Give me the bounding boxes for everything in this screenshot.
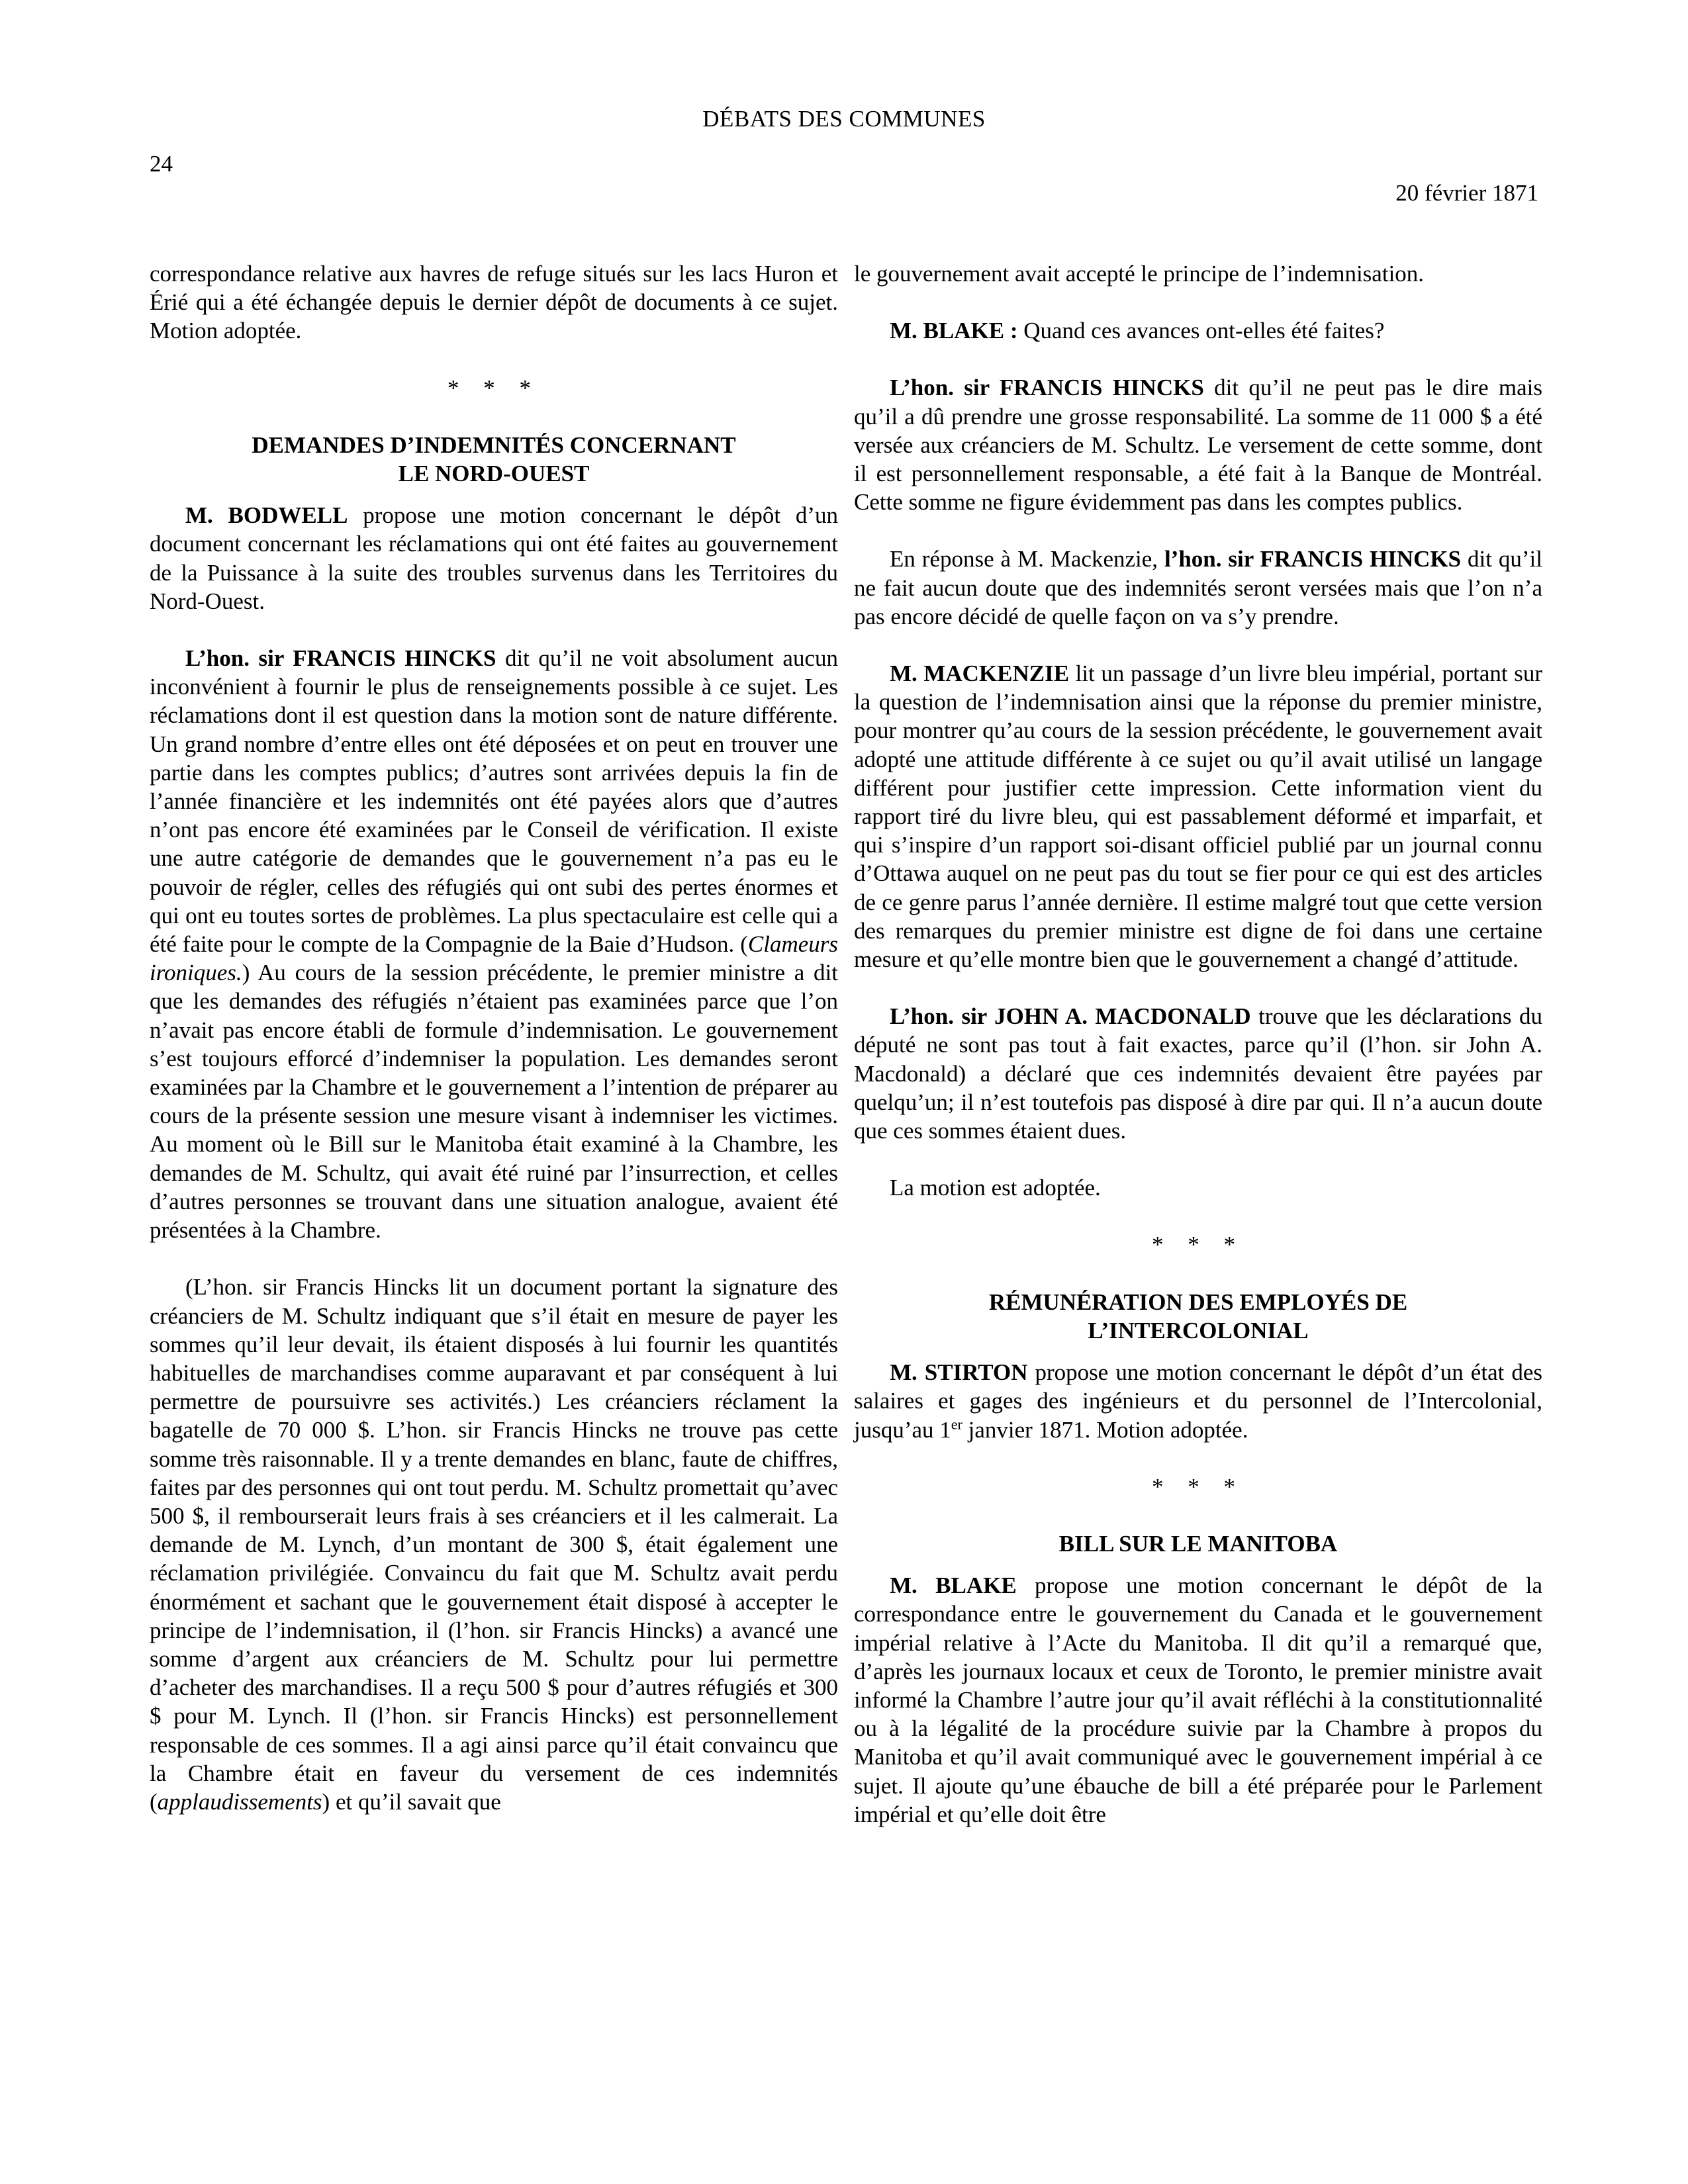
section-separator: * * * — [447, 375, 540, 401]
paragraph: le gouvernement avait accepté le principe de l’indemnisation. — [854, 261, 1425, 287]
paragraph — [854, 373, 1542, 516]
heading-line: L’INTERCOLONIAL — [1088, 1317, 1309, 1343]
running-title: DÉBATS DES COMMUNES — [702, 106, 986, 132]
paragraph — [854, 545, 1542, 631]
superscript: er — [951, 1415, 962, 1432]
section-separator: * * * — [1152, 1232, 1244, 1258]
speaker-name: M. BODWELL — [185, 502, 348, 529]
paragraph-text: dit qu’il ne voit absolument aucun inconvénient à fournir le plus de renseignements possible à ce sujet. Les réclamations dont il est question dans la motion sont de nature différente. Un grand nombre d’entre elles ont été déposées et on peut en trouver une partie dans les comptes publics; d’autres sont arrivées depuis la fin de l’année financière et les indemnités ont été payées alors que d’autres n’ont pas encore été examinées par le Conseil de vérification. Il existe une autre catégorie de demandes que le gouvernement n’a pas eu le pouvoir de régler, celles des réfugiés qui ont subi des pertes énormes et qui ont eu toutes sortes de problèmes. La plus spectaculaire est celle qui a été faite pour le compte de la Compagnie de la Baie d’Hudson. ( — [150, 645, 838, 958]
paragraph: La motion est adoptée. — [890, 1175, 1101, 1201]
section-heading — [854, 1529, 1542, 1558]
section-separator: * * * — [1152, 1473, 1244, 1500]
paragraph — [854, 1571, 1542, 1829]
heading-line: BILL SUR LE MANITOBA — [1058, 1530, 1338, 1557]
paragraph — [854, 316, 1542, 345]
paragraph-text: propose une motion concernant le dépôt d’un état des salaires et gages des ingénieurs et du personnel de l’Intercolonial, jusqu’au 1 — [854, 1359, 1542, 1443]
paragraph-text: lit un passage d’un livre bleu impérial, portant sur la question de l’indemnisation ainsi que la réponse du premier ministre, pour montrer qu’au cours de la session précédente, le gouvernement avait adopté une attitude différente à ce sujet ou qu’il avait utilisé un langage différent pour justifier cette impression. Cette information vient du rapport tiré du livre bleu, qui est passablement déformé et imparfait, et qui s’inspire d’un rapport soi-disant officiel publié par un journal connu d’Ottawa auquel on ne peut pas du tout se fier pour ce qui est des articles de ce genre parus l’année dernière. Il estime malgré tout que cette version des remarques du premier ministre est digne de foi dans une certaine mesure et qu’elle montre bien que le gouvernement a changé d’attitude. — [854, 660, 1542, 973]
section-heading — [150, 431, 838, 488]
paragraph-text: dit qu’il ne fait aucun doute que des indemnités seront versées mais que l’on n’a pas encore décidé de quelle façon on va s’y prendre. — [854, 546, 1542, 629]
speaker-name: M. STIRTON — [890, 1359, 1028, 1386]
speaker-name: M. BLAKE : — [890, 318, 1018, 344]
paragraph-text: trouve que les déclarations du député ne sont pas tout à fait exactes, parce qu’il (l’hon. sir John A. Macdonald) a déclaré que ces indemnités devaient être payées par quelqu’un; il n’est toutefois pas disposé à dire par qui. Il n’a aucun doute que ces sommes étaient dues. — [854, 1003, 1542, 1144]
paragraph — [854, 1002, 1542, 1145]
paragraph-text: En réponse à M. Mackenzie, — [890, 546, 1164, 572]
speaker-name: M. MACKENZIE — [890, 660, 1070, 687]
paragraph — [150, 1273, 838, 1816]
speaker-name: M. BLAKE — [890, 1572, 1017, 1599]
paragraph — [854, 659, 1542, 974]
heading-line: RÉMUNÉRATION DES EMPLOYÉS DE — [988, 1289, 1408, 1315]
left-column — [150, 259, 838, 1816]
paragraph-text: janvier 1871. Motion adoptée. — [962, 1416, 1248, 1443]
paragraph: correspondance relative aux havres de refuge situés sur les lacs Huron et Érié qui a été échangée depuis le dernier dépôt de documents à ce sujet. Motion adoptée. — [150, 261, 838, 344]
italic-note: applaudissements — [157, 1788, 322, 1815]
speaker-name: L’hon. sir FRANCIS HINCKS — [890, 375, 1204, 401]
paragraph — [854, 1358, 1542, 1444]
page-number: 24 — [150, 151, 173, 177]
italic-note: Clameurs ironiques. — [150, 931, 838, 986]
paragraph-text: (L’hon. sir Francis Hincks lit un document portant la signature des créanciers de M. Schultz indiquant que s’il était en mesure de payer les sommes qu’il leur devait, ils étaient disposés à lui fournir les quantités habituelles de marchandises comme auparavant et par conséquent à lui permettre de poursuivre ses activités.) Les créanciers réclament la bagatelle de 70 000 $. L’hon. sir Francis Hincks ne trouve pas cette somme très raisonnable. Il y a trente demandes en blanc, faute de chiffres, faites par des personnes qui ont tout perdu. M. Schultz promettait qu’avec 500 $, il rembourserait leurs frais à ses créanciers et il les calmerait. La demande de M. Lynch, d’un montant de 300 $, était également une réclamation privilégiée. Convaincu du fait que M. Schultz avait perdu énormément et sachant que le gouvernement était disposé à accepter le principe de l’indemnisation, il (l’hon. sir Francis Hincks) a avancé une somme d’argent aux créanciers de M. Schultz pour lui permettre d’acheter des marchandises. Il a reçu 500 $ pour d’autres réfugiés et 300 $ pour M. Lynch. Il (l’hon. sir Francis Hincks) est personnellement responsable de ces sommes. Il a agi ainsi parce qu’il était convaincu que la Chambre était en faveur du versement de ces indemnités ( — [150, 1274, 838, 1815]
paragraph-text: ) et qu’il savait que — [322, 1788, 501, 1815]
heading-line: LE NORD-OUEST — [398, 461, 590, 487]
paragraph — [150, 501, 838, 615]
speaker-name: L’hon. sir JOHN A. MACDONALD — [890, 1003, 1251, 1030]
speaker-name: L’hon. sir FRANCIS HINCKS — [185, 645, 496, 672]
paragraph-text: Quand ces avances ont-elles été faites? — [1017, 318, 1385, 344]
paragraph — [150, 644, 838, 1244]
speaker-name: l’hon. sir FRANCIS HINCKS — [1164, 546, 1462, 572]
heading-line: DEMANDES D’INDEMNITÉS CONCERNANT — [252, 432, 736, 458]
paragraph-text: propose une motion concernant le dépôt d’un document concernant les réclamations qui ont été faites au gouvernement de la Puissance à la suite des troubles survenus dans les Territoires du Nord-Ouest. — [150, 502, 838, 614]
paragraph-text: dit qu’il ne peut pas le dire mais qu’il a dû prendre une grosse responsabilité. La somme de 11 000 $ a été versée aux créanciers de M. Schultz. Le versement de cette somme, dont il est personnellement responsable, a été fait à la Banque de Montréal. Cette somme ne figure évidemment pas dans les comptes publics. — [854, 375, 1543, 516]
right-column — [854, 259, 1542, 1829]
paragraph-text: propose une motion concernant le dépôt de la correspondance entre le gouvernement du Canada et le gouvernement impérial relative à l’Acte du Manitoba. Il dit qu’il a remarqué que, d’après les journaux locaux et ceux de Toronto, le premier ministre avait informé la Chambre l’autre jour qu’il avait réfléchi à la constitutionnalité ou à la légalité de la procédure suivie par la Chambre à propos du Manitoba et qu’il avait communiqué avec le gouvernement impérial à ce sujet. Il ajoute qu’une ébauche de bill a été préparée pour le Parlement impérial et qu’elle doit être — [854, 1572, 1542, 1827]
paragraph-text: ) Au cours de la session précédente, le premier ministre a dit que les demandes des réfugiés n’étaient pas examinées parce que l’on n’avait pas encore établi de formule d’indemnisation. Le gouvernement s’est toujours efforcé d’indemniser la population. Les demandes seront examinées par la Chambre et le gouvernement a l’intention de préparer au cours de la présente session une mesure visant à indemniser les victimes. Au moment où le Bill sur le Manitoba était examiné à la Chambre, les demandes de M. Schultz, qui avait été ruiné par l’insurrection, et celles d’autres personnes se trouvant dans une situation analogue, avaient été présentées à la Chambre. — [150, 960, 838, 1244]
page-date: 20 février 1871 — [1395, 180, 1538, 206]
section-heading — [854, 1288, 1542, 1345]
